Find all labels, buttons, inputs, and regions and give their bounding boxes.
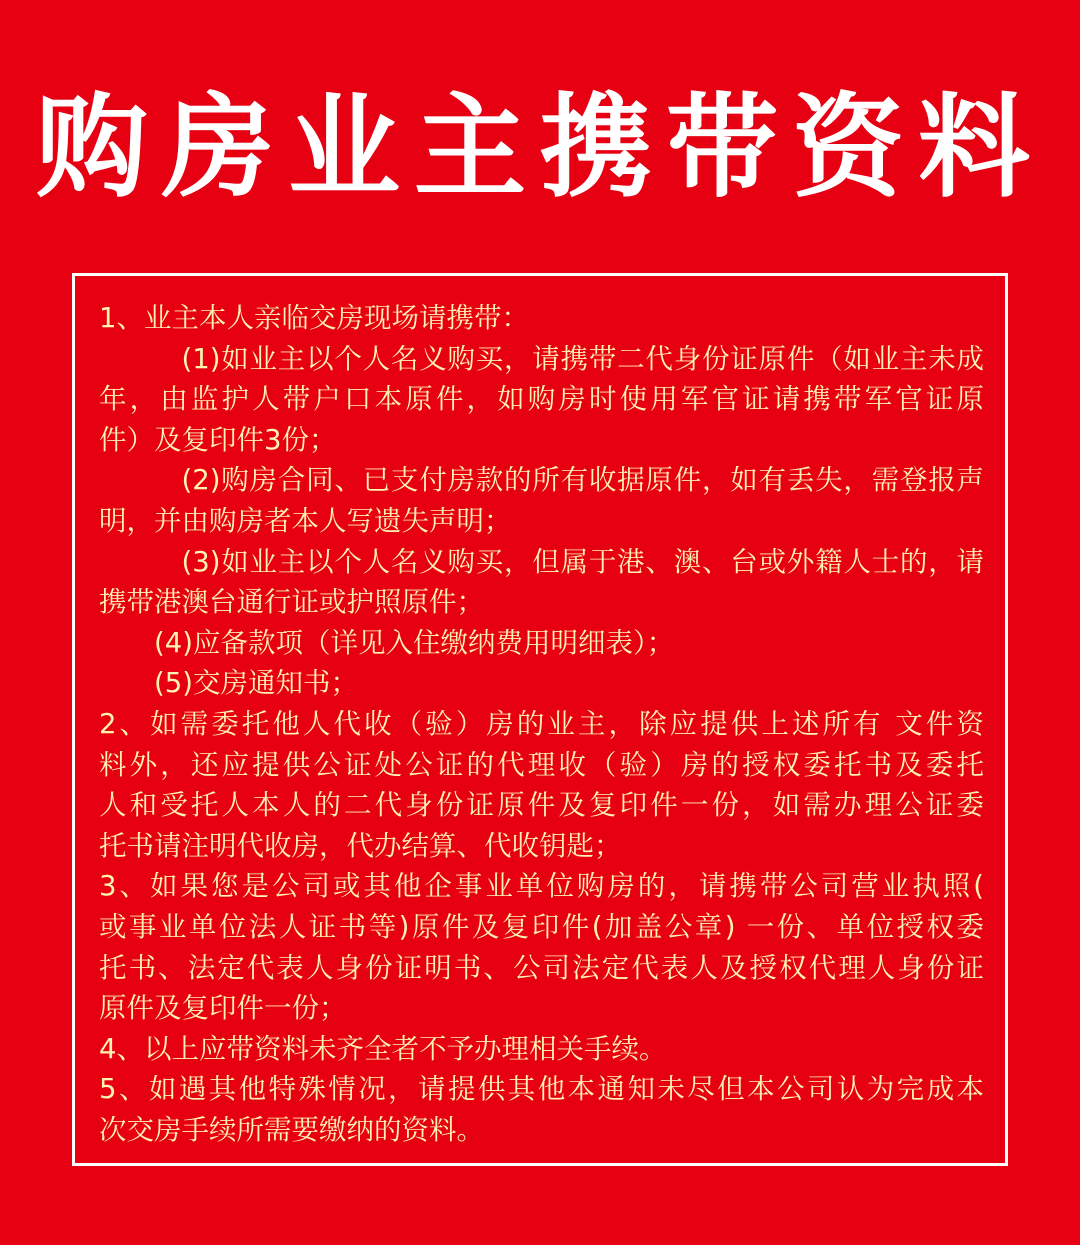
text-line: 4、以上应带资料未齐全者不予办理相关手续。 bbox=[99, 1032, 667, 1065]
text-line: 5、如遇其他特殊情况，请提供其他本通知未尽但本公司认为完成本 bbox=[99, 1073, 984, 1106]
text-line: 2、如需委托他人代收（验）房的业主，除应提供上述所有 文件资 bbox=[99, 707, 984, 740]
text-line: 携带港澳台通行证或护照原件； bbox=[99, 586, 484, 619]
text-line: 1、业主本人亲临交房现场请携带： bbox=[99, 302, 529, 334]
text-line: (1)如业主以个人名义购买，请携带二代身份证原件（如业主未成 bbox=[181, 342, 984, 375]
text-line: 明，并由购房者本人写遗失声明； bbox=[99, 504, 512, 537]
text-line: 托书、法定代表人身份证明书、公司法定代表人及授权代理人身份证 bbox=[99, 951, 984, 984]
text-line: (3)如业主以个人名义购买，但属于港、澳、台或外籍人士的，请 bbox=[181, 545, 984, 578]
text-line: 3、如果您是公司或其他企事业单位购房的，请携带公司营业执照( bbox=[99, 870, 984, 903]
text-line: 原件及复印件一份； bbox=[99, 992, 347, 1025]
text-line: 年，由监护人带户口本原件，如购房时使用军官证请携带军官证原 bbox=[99, 383, 984, 416]
text-line: 或事业单位法人证书等)原件及复印件(加盖公章) 一份、单位授权委 bbox=[99, 910, 984, 943]
page-title: 购房业主携带资料 bbox=[36, 82, 1044, 213]
text-line: (5)交房通知书； bbox=[154, 667, 358, 700]
notice-body bbox=[99, 298, 984, 1150]
text-line: (2)购房合同、已支付房款的所有收据原件，如有丢失，需登报声 bbox=[181, 464, 984, 497]
text-line: 次交房手续所需要缴纳的资料。 bbox=[99, 1113, 484, 1146]
text-line: 托书请注明代收房，代办结算、代收钥匙； bbox=[99, 829, 622, 862]
text-line: 料外，还应提供公证处公证的代理收（验）房的授权委托书及委托 bbox=[99, 748, 984, 781]
text-line: (4)应备款项（详见入住缴纳费用明细表）； bbox=[154, 626, 675, 659]
text-line: 件）及复印件3份； bbox=[99, 423, 337, 456]
text-line: 人和受托人本人的二代身份证原件及复印件一份，如需办理公证委 bbox=[99, 789, 984, 822]
